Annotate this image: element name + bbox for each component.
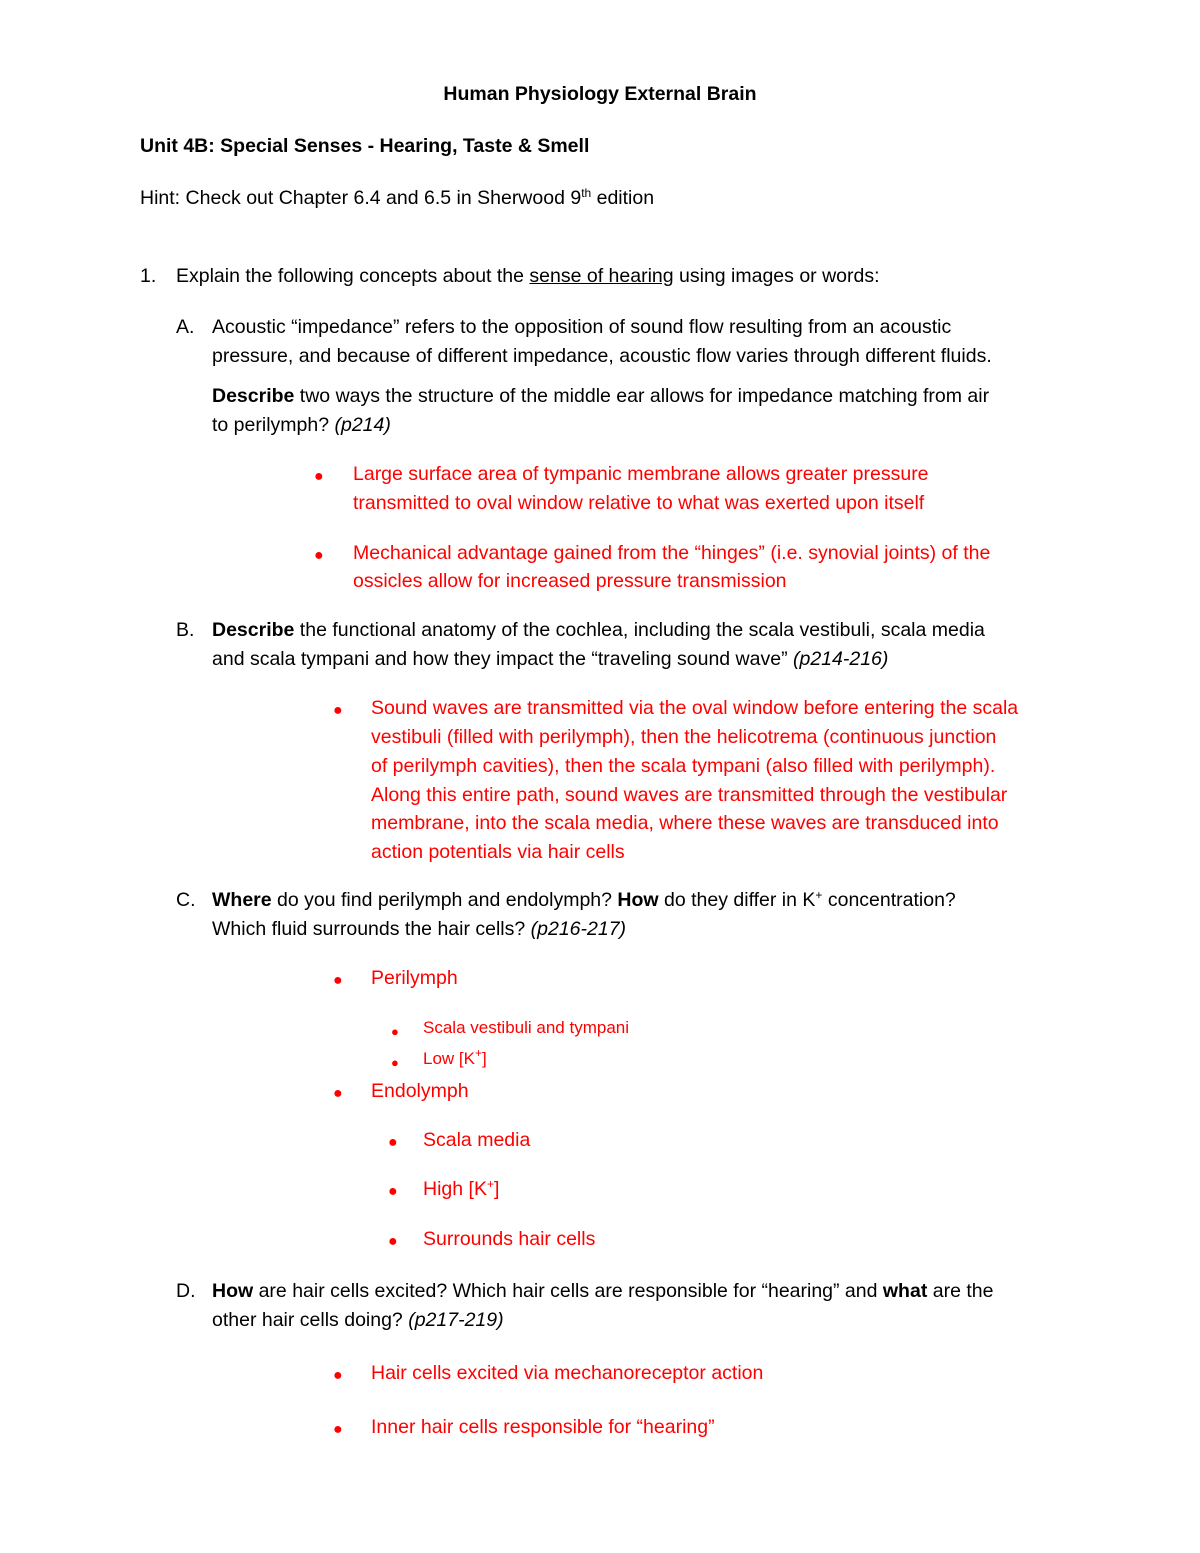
qB-answer-line: action potentials via hair cells <box>371 841 625 863</box>
qC-line1 <box>212 886 956 915</box>
qB-answer-line: membrane, into the scala media, where these waves are transduced into <box>371 812 999 834</box>
hint-sup: th <box>581 186 592 200</box>
qB-answer-line: vestibuli (filled with perilymph), then the helicotrema (continuous junction <box>371 726 997 748</box>
qA-describe-line2 <box>212 411 391 440</box>
document-title: Human Physiology External Brain <box>443 83 757 105</box>
endolymph-k-pre: High [K <box>423 1178 487 1200</box>
qC-text1: do you find perilymph and endolymph? <box>271 889 618 911</box>
qD-bold1: How <box>212 1280 254 1302</box>
qC-text4: Which fluid surrounds the hair cells? <box>212 918 531 940</box>
qC-letter: C. <box>176 889 196 911</box>
qD-bold2: what <box>882 1280 928 1302</box>
qB-letter: B. <box>176 619 195 641</box>
q1-number: 1. <box>140 265 157 287</box>
endolymph-k-sup: + <box>486 1177 494 1191</box>
qD-text3: other hair cells doing? <box>212 1309 409 1331</box>
bullet-icon: ● <box>391 1024 399 1039</box>
qA-describe-text: two ways the structure of the middle ear allows for impedance matching from air <box>294 385 990 407</box>
qB-bold: Describe <box>212 619 295 641</box>
qD-letter: D. <box>176 1280 196 1302</box>
hint-text: Hint: Check out Chapter 6.4 and 6.5 in Sherwood 9 <box>140 187 582 209</box>
qB-answer-line: Along this entire path, sound waves are transmitted through the vestibular <box>371 784 1008 806</box>
perilymph-k <box>423 1044 487 1073</box>
qB-text: the functional anatomy of the cochlea, including the scala vestibuli, scala media <box>294 619 985 641</box>
q1-pre: Explain the following concepts about the <box>176 265 530 287</box>
qB-line2 <box>212 645 888 674</box>
qA-line2: pressure, and because of different impedance, acoustic flow varies through different fluids. <box>212 345 992 367</box>
bullet-icon: ● <box>388 1134 398 1151</box>
qD-line2 <box>212 1306 504 1335</box>
qA-answer-1-line2: transmitted to oval window relative to what was exerted upon itself <box>353 492 925 514</box>
perilymph-k-pre: Low [K <box>423 1049 475 1068</box>
qA-page-ref: (p214) <box>334 414 391 436</box>
qB-answer-line: of perilymph cavities), then the scala tympani (also filled with perilymph). <box>371 755 996 777</box>
qC-page-ref: (p216-217) <box>530 918 627 940</box>
bullet-icon: ● <box>388 1183 398 1200</box>
qD-answer-2: Inner hair cells responsible for “hearing” <box>371 1416 715 1438</box>
endolymph-k-post: ] <box>493 1178 500 1200</box>
qC-bold2: How <box>617 889 659 911</box>
qA-answer-2-line1: Mechanical advantage gained from the “hinges” (i.e. synovial joints) of the <box>353 542 991 564</box>
qA-answer-2-line2: ossicles allow for increased pressure transmission <box>353 570 787 592</box>
bullet-icon: ● <box>388 1233 398 1250</box>
unit-heading: Unit 4B: Special Senses - Hearing, Taste & Smell <box>140 135 590 157</box>
bullet-icon: ● <box>333 972 343 989</box>
qC-text2: do they differ in K <box>658 889 816 911</box>
bullet-icon: ● <box>391 1055 399 1070</box>
qC-text3: concentration? <box>822 889 956 911</box>
endolymph-location: Scala media <box>423 1129 531 1151</box>
qC-line2 <box>212 915 626 944</box>
perilymph-k-post: ] <box>482 1049 487 1068</box>
hint-tail: edition <box>591 187 655 209</box>
qD-answer-1: Hair cells excited via mechanoreceptor action <box>371 1362 764 1384</box>
q1-text <box>176 262 880 291</box>
qA-describe-bold: Describe <box>212 385 295 407</box>
bullet-icon: ● <box>314 468 324 485</box>
endolymph-label: Endolymph <box>371 1080 469 1102</box>
endolymph-k <box>423 1175 499 1204</box>
qA-letter: A. <box>176 316 195 338</box>
qD-text1: are hair cells excited? Which hair cells are responsible for “hearing” and <box>253 1280 883 1302</box>
qD-text2: are the <box>927 1280 994 1302</box>
perilymph-location: Scala vestibuli and tympani <box>423 1018 630 1037</box>
qC-sup: + <box>815 888 823 902</box>
qD-line1 <box>212 1277 993 1306</box>
qA-answer-1-line1: Large surface area of tympanic membrane allows greater pressure <box>353 463 929 485</box>
qB-answer-line: Sound waves are transmitted via the oval window before entering the scala <box>371 697 1019 719</box>
qA-describe-line1 <box>212 382 989 411</box>
qC-bold1: Where <box>212 889 272 911</box>
perilymph-k-sup: + <box>474 1046 482 1060</box>
qB-page-ref: (p214-216) <box>792 648 889 670</box>
bullet-icon: ● <box>333 702 343 719</box>
q1-post: using images or words: <box>673 265 880 287</box>
qA-line1: Acoustic “impedance” refers to the opposition of sound flow resulting from an acoustic <box>212 316 952 338</box>
bullet-icon: ● <box>314 547 324 564</box>
qD-page-ref: (p217-219) <box>408 1309 504 1331</box>
q1-underlined: sense of hearing <box>529 265 674 287</box>
qB-line1 <box>212 616 985 645</box>
perilymph-label: Perilymph <box>371 967 458 989</box>
hint-line <box>140 184 654 213</box>
endolymph-hair-cells: Surrounds hair cells <box>423 1228 596 1250</box>
qA-describe-text2: to perilymph? <box>212 414 335 436</box>
bullet-icon: ● <box>333 1085 343 1102</box>
qB-text2: and scala tympani and how they impact the “traveling sound wave” <box>212 648 793 670</box>
bullet-icon: ● <box>333 1367 343 1384</box>
bullet-icon: ● <box>333 1421 343 1438</box>
